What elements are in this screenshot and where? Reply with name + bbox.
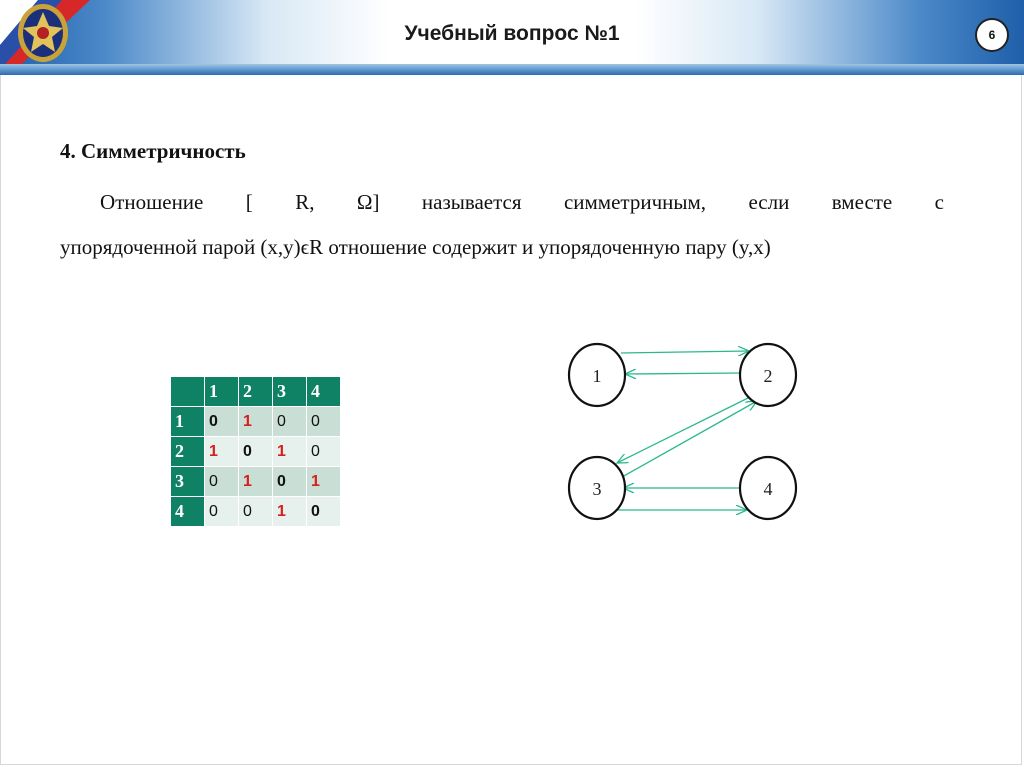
matrix-cell: 1: [273, 437, 307, 467]
graph-node-2: [740, 344, 796, 406]
matrix-cell: 0: [307, 497, 341, 527]
graph-node-3: [569, 457, 625, 519]
node-label-2: 2: [763, 366, 773, 386]
matrix-cell: 0: [205, 467, 239, 497]
graph-node-4: [740, 457, 796, 519]
matrix-cell: 0: [239, 437, 273, 467]
matrix-cell: 0: [273, 407, 307, 437]
edge-1-2: [621, 351, 749, 353]
matrix-row-header: 3: [171, 467, 205, 497]
matrix-corner: [171, 377, 205, 407]
matrix-cell: 1: [307, 467, 341, 497]
section-heading: 4. Симметричность: [60, 139, 246, 163]
matrix-cell: 1: [273, 497, 307, 527]
edge-2-1: [625, 373, 743, 374]
graph-edges: [615, 351, 757, 510]
matrix-col-header: 1: [205, 377, 239, 407]
page-number-badge: 6: [975, 18, 1009, 52]
matrix-row-header: 2: [171, 437, 205, 467]
matrix-row: [171, 437, 341, 467]
matrix-cell: 0: [273, 467, 307, 497]
node-label-1: 1: [592, 366, 602, 386]
paragraph-line-1: Отношение [ R, Ω] называется симметричным, если вместе с: [100, 190, 944, 214]
header-band: [0, 64, 1024, 75]
matrix-row: [171, 467, 341, 497]
matrix-row-header: 1: [171, 407, 205, 437]
matrix-col-header: 4: [307, 377, 341, 407]
matrix-row: [171, 407, 341, 437]
matrix-cell: 0: [239, 497, 273, 527]
matrix-cell: 1: [239, 467, 273, 497]
paragraph-line-2: упорядоченной парой (x,y)ϵR отношение содержит и упорядоченную пару (y,x): [60, 235, 771, 259]
matrix-col-header: 2: [239, 377, 273, 407]
edge-2-3: [617, 397, 750, 463]
matrix-cell: 0: [307, 437, 341, 467]
matrix-cell: 1: [239, 407, 273, 437]
matrix-col-header: 3: [273, 377, 307, 407]
relation-matrix: [170, 376, 341, 527]
graph-node-1: [569, 344, 625, 406]
matrix-cell: 1: [205, 437, 239, 467]
matrix-cell: 0: [307, 407, 341, 437]
matrix-row-header: 4: [171, 497, 205, 527]
node-label-4: 4: [763, 479, 773, 499]
relation-graph: [555, 335, 815, 525]
slide-header: [0, 0, 1024, 75]
definition-paragraph: [60, 180, 944, 270]
matrix-row: [171, 497, 341, 527]
matrix-header-row: [171, 377, 341, 407]
matrix-cell: 0: [205, 407, 239, 437]
node-label-3: 3: [592, 479, 602, 499]
matrix-cell: 0: [205, 497, 239, 527]
edge-3-2: [615, 401, 757, 481]
slide-title: Учебный вопрос №1: [404, 22, 620, 45]
